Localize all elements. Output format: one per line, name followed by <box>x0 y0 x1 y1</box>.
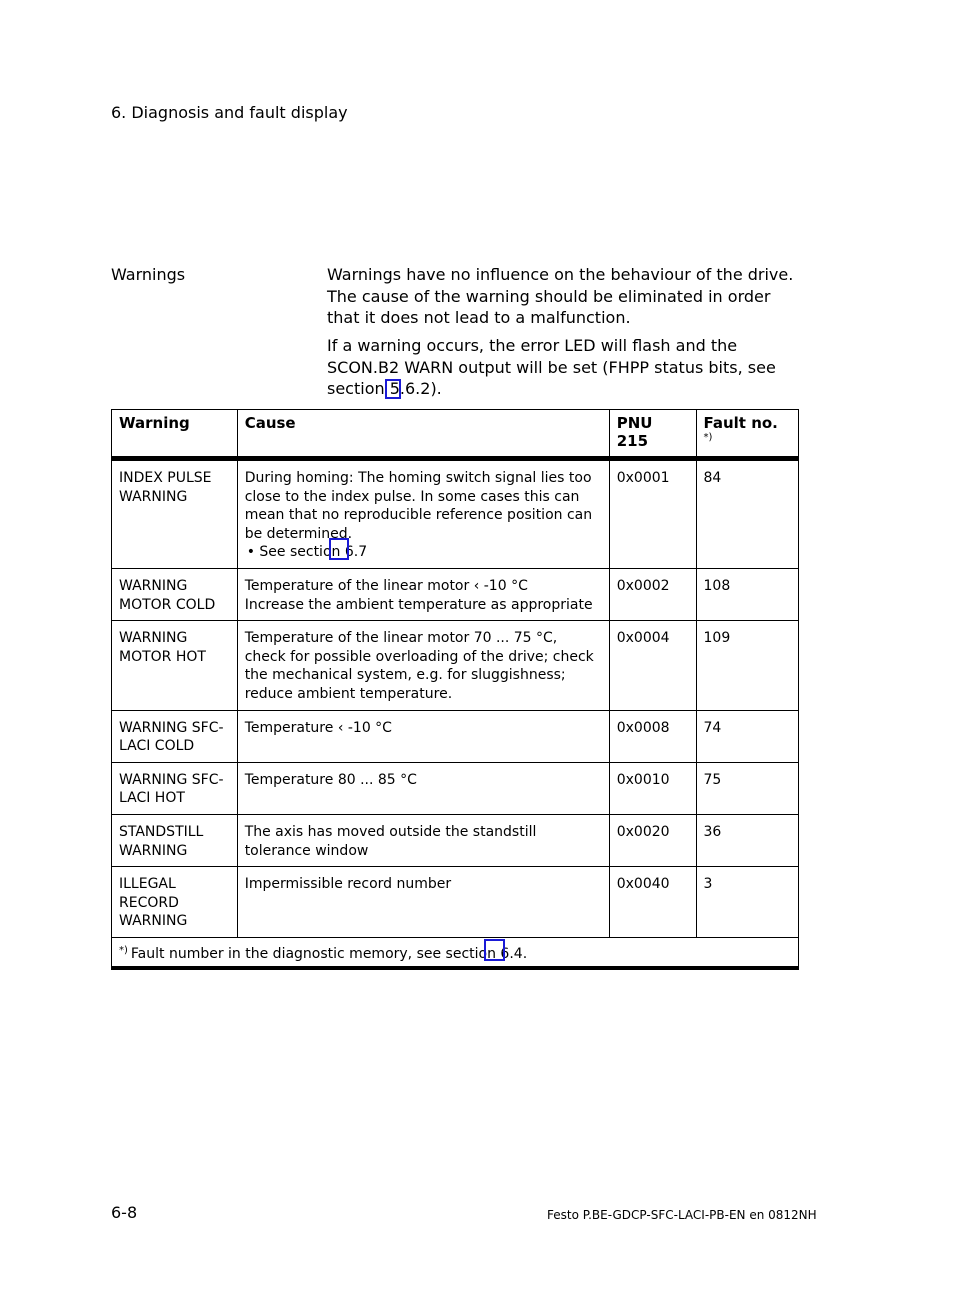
col-header-warning: Warning <box>112 410 238 459</box>
warning-line-2: RECORD <box>119 894 179 911</box>
cause-text: During homing: The homing switch signal lies too close to the index pulse. In some cases this can mean that no reproducible reference position can be determined. <box>244 470 593 542</box>
table-row <box>112 568 799 620</box>
cell-pnu: 0x0040 <box>609 867 696 938</box>
cell-pnu: 0x0001 <box>609 459 696 569</box>
side-label-warnings: Warnings <box>111 265 186 284</box>
cause-bullet <box>245 543 603 562</box>
footnote-marker: *) <box>119 944 128 956</box>
bullet-text: • See sectio <box>246 544 332 561</box>
intro-paragraph-2 <box>327 335 807 400</box>
page-number: 6-8 <box>111 1203 138 1222</box>
section-header: 6. Diagnosis and fault display <box>111 103 348 122</box>
cell-pnu: 0x0020 <box>609 814 696 866</box>
footnote-text-end: 4. <box>513 945 528 962</box>
cause-line-2: check for possible overloading of the drive; check the mechanical system, e.g. for sluggishness; reduce ambient temperature. <box>244 648 594 702</box>
intro-link-text: 5 <box>389 379 400 398</box>
intro-paragraph-2-text: If a warning occurs, the error LED will flash and the SCON.B2 WARN output will be set (FHPP status bits, see section <box>327 336 776 398</box>
warning-line-3: WARNING <box>119 913 188 930</box>
fault-no-label: Fault no. <box>703 414 778 432</box>
cell-warning <box>112 867 238 938</box>
table-row <box>112 459 799 569</box>
intro-paragraph-2-end: .6.2). <box>399 379 442 398</box>
link-frame <box>329 538 349 560</box>
col-header-fault-no <box>696 410 799 459</box>
cell-warning: WARNING MOTOR COLD <box>112 568 238 620</box>
cell-warning: WARNING SFC-LACI COLD <box>112 710 238 762</box>
table-row <box>112 710 799 762</box>
cause-line-1: Temperature of the linear motor 70 ... 75 °C, <box>244 630 558 647</box>
footnote-text: Fault number in the diagnostic memory, see sectio <box>130 945 488 962</box>
bullet-text-end: 7 <box>358 544 368 561</box>
section-link-6-7[interactable] <box>332 543 359 562</box>
cell-warning: WARNING SFC-LACI HOT <box>112 762 238 814</box>
table-row <box>112 621 799 710</box>
cell-pnu: 0x0004 <box>609 621 696 710</box>
footnote-link-text: n 6. <box>487 945 514 962</box>
warning-line-1: ILLEGAL <box>119 876 176 893</box>
intro-paragraph-1: Warnings have no influence on the behaviour of the drive. The cause of the warning should be eliminated in order that it does not lead to a malfunction. <box>327 265 794 327</box>
cell-fault-no: 74 <box>696 710 799 762</box>
table-footnote <box>112 937 799 968</box>
cell-fault-no: 3 <box>696 867 799 938</box>
cause-line-2: Increase the ambient temperature as appropriate <box>244 596 593 613</box>
section-link-6-4[interactable] <box>487 945 514 964</box>
table-row <box>112 867 799 938</box>
col-header-pnu: PNU 215 <box>609 410 696 459</box>
cell-fault-no: 36 <box>696 814 799 866</box>
table-header-row <box>112 410 799 459</box>
section-link-text: n 6. <box>331 544 359 561</box>
cell-pnu: 0x0010 <box>609 762 696 814</box>
warnings-table <box>111 409 799 970</box>
link-frame <box>484 939 505 961</box>
cell-fault-no: 75 <box>696 762 799 814</box>
table-row <box>112 814 799 866</box>
table-row <box>112 762 799 814</box>
cell-fault-no: 84 <box>696 459 799 569</box>
fault-no-marker: *) <box>703 432 713 443</box>
cell-cause <box>237 459 609 569</box>
cell-fault-no: 109 <box>696 621 799 710</box>
cell-cause: Impermissible record number <box>237 867 609 938</box>
cause-line-1: Temperature of the linear motor ‹ -10 °C <box>244 577 528 594</box>
cell-warning: WARNING MOTOR HOT <box>112 621 238 710</box>
cell-cause: Temperature ‹ -10 °C <box>237 710 609 762</box>
cell-warning: STANDSTILL WARNING <box>112 814 238 866</box>
cell-cause <box>237 568 609 620</box>
cell-cause: The axis has moved outside the standstill tolerance window <box>237 814 609 866</box>
cell-cause <box>237 621 609 710</box>
cell-pnu: 0x0002 <box>609 568 696 620</box>
cell-pnu: 0x0008 <box>609 710 696 762</box>
cell-fault-no: 108 <box>696 568 799 620</box>
cell-warning: INDEX PULSE WARNING <box>112 459 238 569</box>
col-header-cause: Cause <box>237 410 609 459</box>
cell-cause: Temperature 80 ... 85 °C <box>237 762 609 814</box>
document-reference: Festo P.BE-GDCP-SFC-LACI-PB-EN en 0812NH <box>547 1208 817 1222</box>
table-footnote-row <box>112 937 799 968</box>
